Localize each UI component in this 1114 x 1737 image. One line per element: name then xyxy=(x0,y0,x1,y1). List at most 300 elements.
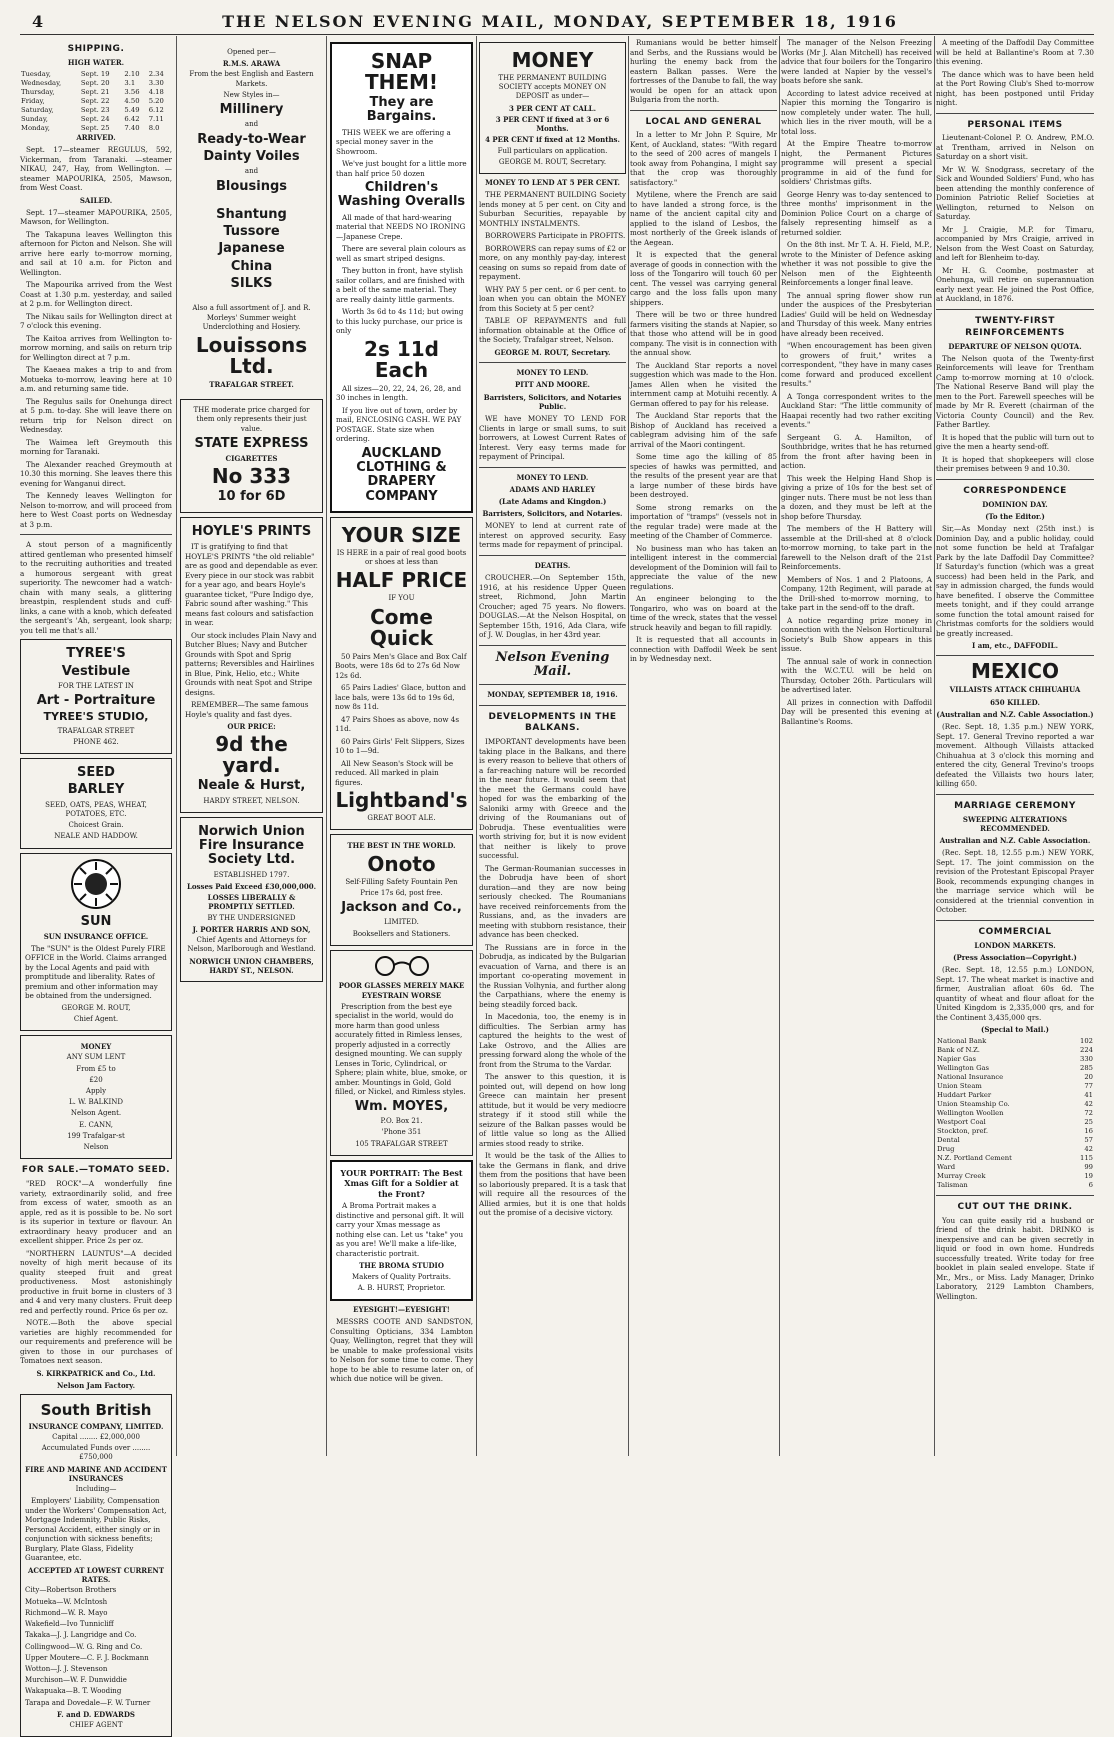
news-paragraph: This week the Helping Hand Shop is giving a prize of 10s for the best set of ginger nuts. There must be not less than a dozen, and they must be left at the shop before Thursday. xyxy=(781,473,932,521)
share-price: 16 xyxy=(1084,1126,1093,1135)
building-particulars: Full particulars on application. xyxy=(497,146,608,155)
share-row xyxy=(936,1046,1094,1055)
reinforcements-heading: TWENTY-FIRST REINFORCEMENTS xyxy=(965,315,1065,338)
share-name: Murray Creek xyxy=(937,1171,986,1180)
page-title: THE NELSON EVENING MAIL, MONDAY, SEPTEMBER 18, 1916 xyxy=(222,12,898,31)
column-4 xyxy=(479,38,626,1456)
local-paragraph: Mytilene, where the French are said to have landed a strong force, is the name of the ancient capital city and applied to the island of Lesbos, the most northerly of the Greek islands of the Aegean. xyxy=(630,190,777,247)
your-size-if: IF YOU xyxy=(388,594,415,603)
tide-date: Sept. 24 xyxy=(80,114,110,123)
tide-am: 4.50 xyxy=(124,97,140,106)
news-paragraph: The manager of the Nelson Freezing Works (Mr J. Alan Mitchell) has received advice that four boilers for the Tongariro were landed at Napier by the vessel's boats before she sank. xyxy=(781,38,932,85)
lend-repay: BORROWERS can repay sums of £2 or more, on any monthly pay-day, interest ceasing on sums so repaid from date of repayment. xyxy=(479,243,626,282)
south-british-agents xyxy=(25,1586,167,1708)
tide-day: Monday, xyxy=(21,123,50,132)
broma-ad xyxy=(330,1160,473,1301)
share-price: 57 xyxy=(1084,1135,1093,1144)
shipping-note: The Kaitoa arrives from Wellington to-morrow morning, and sails on return trip for Wellington direct at 7 p.m. xyxy=(20,333,172,362)
share-name: Wellington Gas xyxy=(937,1064,990,1073)
news-paragraph: Sergeant G. A. Hamilton, of Southbridge, writes that he has returned from the front after having been in action. xyxy=(781,432,932,470)
arawa-opened: Opened per— xyxy=(227,48,276,56)
local-paragraph: Some time ago the killing of 85 species of hawks was permitted, and the results of the present year are that a large number of these birds have been destroyed. xyxy=(630,452,777,500)
arawa-item: Japanese xyxy=(218,241,285,257)
column-2 xyxy=(180,38,323,1456)
article-paragraph: An engineer belonging to the Tongariro, who was on board at the time of the wreck, states that the vessel struck heavily and began to fill rapidly. xyxy=(630,594,777,632)
share-row xyxy=(936,1100,1094,1109)
reinforcements-paragraph: The Nelson quota of the Twenty-first Reinforcements will leave for Trentham Camp to-morrow morning at 10 o'clock. The National Reserve Band will play the men to the Port. Farewell speeches will be made by Mr R. Everett (chairman of the Victoria County Council) and the Rev. Father Bartley. xyxy=(936,353,1094,430)
article-paragraph: It is expected that the general average of goods in connection with the loss of the Tongariro will touch 60 per cent. The vessel was carrying general cargo and the loss falls upon many shippers. xyxy=(630,250,777,307)
snap-text: THIS WEEK we are offering a special money saver in the Showroom. xyxy=(336,127,451,156)
local-paragraph: The Auckland Star reports that the Bishop of Auckland has received a cablegram advising him of the safe arrival of the Maori contingent. xyxy=(630,411,777,449)
hoyles-address: HARDY STREET, NELSON. xyxy=(203,796,300,805)
norwich-ad xyxy=(180,817,323,982)
moyes-text: Prescription from the best eye specialist in the world, would do more harm than good unless accurately fitted in Rimless lenses, properly adjusted in a correctly designed mounting. We can supply Lenses in Toric, Cylindrical, or Sphere; plain white, blue, smoke, or amber. Mountings in Gold, Gold filled, or Nickel, and Rimless styles. xyxy=(335,1001,468,1097)
tide-date: Sept. 21 xyxy=(80,88,110,97)
news-paragraph: A notice regarding prize money in connection with the Nelson Horticultural Society's Bulb Show appears in this issue. xyxy=(781,615,932,653)
your-size-item: 65 Pairs Ladies' Glace, button and lace bals, were 13s 6d to 19s 6d, now 8s 11d. xyxy=(335,683,467,712)
arawa-item: Tussore xyxy=(223,224,280,240)
money-line: 199 Trafalgar-st xyxy=(67,1131,125,1140)
moyes-box: P.O. Box 21. xyxy=(380,1117,423,1126)
personal-paragraph: Mr W. W. Snodgrass, secretary of the Sick and Wounded Soldiers' Fund, who has been attending the monthly conference of Dominion Patriotic Relief Societies at Wellington, returned to Nelson on Saturday. xyxy=(936,164,1094,222)
tide-am: 2.10 xyxy=(124,70,140,79)
state-express-ad xyxy=(180,399,323,513)
arawa-item: China xyxy=(230,258,273,274)
share-price: 330 xyxy=(1080,1055,1093,1064)
lend-why: WHY PAY 5 per cent. or 6 per cent. to loan when you can obtain the MONEY from this Society at 5 per cent? xyxy=(479,284,626,313)
hoyles-remember: REMEMBER—The same famous Hoyle's quality and fast dyes. xyxy=(185,700,309,719)
your-size-offer: HALF PRICE xyxy=(335,568,468,593)
marriage-sub: SWEEPING ALTERATIONS RECOMMENDED. xyxy=(962,814,1068,833)
snap-text: If you live out of town, order by mail, ENCLOSING CASH. WE PAY POSTAGE. State size when ordering. xyxy=(336,405,462,444)
news-paragraph: The members of the H Battery will assemble at the Drill-shed at 8 o'clock to-morrow morning, to take part in the farewell to the Nelson draft of the 21st Reinforcements. xyxy=(781,524,932,571)
money-line: E. CANN, xyxy=(79,1120,113,1129)
share-name: Wellington Woollen xyxy=(937,1109,1004,1118)
agent-line: City—Robertson Brothers xyxy=(25,1586,117,1595)
special-to-mail: (Special to Mail.) xyxy=(981,1025,1049,1035)
arawa-firm: Louissons Ltd. xyxy=(195,333,308,379)
article-paragraph: Rumanians would be better himself and Serbs, and the Russians would be hurling the enemy back from the eastern Balkan passes. Were the fortresses of the Danube to fall, the way would be open for an attack upon Bulgaria from the north. xyxy=(630,38,777,104)
share-price: 72 xyxy=(1084,1109,1093,1118)
onoto-tag: THE BEST IN THE WORLD. xyxy=(347,841,456,851)
your-size-item: 47 Pairs Shoes as above, now 4s 11d. xyxy=(335,714,460,734)
building-title: MONEY xyxy=(511,48,594,72)
personal-paragraph: Mr H. G. Coombe, postmaster at Onehunga, will retire on superannuation early next year. He joined the Post Office, at Auckland, in 1876. xyxy=(936,265,1094,304)
tyree-subtitle: Vestibule xyxy=(61,663,131,679)
tide-am: 7.40 xyxy=(124,123,140,132)
tide-row xyxy=(20,115,172,124)
tide-row xyxy=(20,124,172,133)
money-line: £20 xyxy=(89,1075,103,1084)
share-name: Bank of N.Z. xyxy=(937,1046,980,1055)
share-name: Talisman xyxy=(937,1180,968,1189)
share-name: N.Z. Portland Cement xyxy=(937,1153,1012,1162)
mexico-sub: VILLAISTS ATTACK CHIHUAHUA xyxy=(949,685,1081,695)
shipping-heading: SHIPPING. xyxy=(67,44,125,54)
share-name: Union Steam xyxy=(937,1082,982,1091)
sailed-heading: SAILED. xyxy=(79,195,113,205)
shipping-note: The Waimea left Greymouth this morning for Taranaki. xyxy=(20,437,172,457)
your-size-ad xyxy=(330,517,473,830)
share-row xyxy=(936,1109,1094,1118)
deaths-heading: DEATHS. xyxy=(534,560,571,570)
seed-note: Choicest Grain. xyxy=(68,821,124,830)
onoto-role: Booksellers and Stationers. xyxy=(352,929,451,938)
column-divider xyxy=(628,36,629,1456)
arawa-item: Millinery xyxy=(219,102,284,118)
correspondence-text: Sir,—As Monday next (25th inst.) is Dominion Day, and a public holiday, could not some function be held at Trafalgar Park by the late Daffodil Day Committee? If Saturday's function (which was a great success) had been held in the Park, and say in admission charged, the funds would have benefited. I observe the Committee meets tonight, and if they could arrange some function the total amount raised for Christmas comforts for the soldiers would be greatly increased. xyxy=(936,524,1094,638)
onoto-firm2: LIMITED. xyxy=(384,918,419,927)
south-british-capital: Capital ........ £2,000,000 xyxy=(52,1433,140,1441)
norwich-established: ESTABLISHED 1797. xyxy=(213,870,290,879)
share-name: Stockton, pref. xyxy=(937,1126,988,1135)
your-size-firm: Lightband's xyxy=(335,788,468,813)
norwich-losses: Losses Paid Exceed £30,000,000. xyxy=(186,881,317,891)
divider xyxy=(479,645,626,646)
building-rate: 4 PER CENT if fixed at 12 Months. xyxy=(485,135,620,145)
lend-text: THE PERMANENT BUILDING Society lends money at 5 per cent. on City and Suburban Securities, repayable by MONTHLY INSTALMENTS. xyxy=(479,190,626,228)
page-number: 4 xyxy=(32,12,46,31)
adams-firm2: (Late Adams and Kingdon.) xyxy=(498,496,607,506)
news-paragraph: All prizes in connection with Daffodil Day will be presented this evening at Ballantine's Rooms. xyxy=(781,697,932,726)
seed-ad xyxy=(20,758,172,849)
money-ad xyxy=(20,1035,172,1159)
arawa-item: Shantung xyxy=(216,206,287,222)
daffodil-paragraph: The dance which was to have been held at the Port Rowing Club's Shed to-morrow night, has been postponed until Friday night. xyxy=(936,69,1094,107)
sun-ad xyxy=(20,853,172,1032)
news-paragraph: George Henry was to-day sentenced to three months' imprisonment in the Dominion Police Court on a charge of falsely representing himself as a returned soldier. xyxy=(781,189,932,237)
arawa-item: and xyxy=(244,167,259,176)
money-line: Apply xyxy=(85,1087,107,1096)
tyree-title: TYREE'S xyxy=(66,646,126,662)
state-express-number: No 333 xyxy=(211,464,292,489)
share-price: 25 xyxy=(1084,1118,1093,1127)
agent-line: Wakefield—Ivo Tunnicliff xyxy=(25,1620,114,1629)
snap-price: 2s 11d Each xyxy=(364,336,439,382)
eyesight-text: MESSRS COOTE AND SANDSTON, Consulting Opticians, 334 Lambton Quay, Wellington, regret that they will be unable to make professional visits to Nelson for some time to come. They hope to be able to resume later on, of which due notice will be given. xyxy=(330,1317,473,1384)
sun-text: The "SUN" is the Oldest Purely FIRE OFFICE in the World. Claims arranged by the Local Agents and paid with promptitude and liberality. Rates of premium and other information may be obtained from the undersigned. xyxy=(25,943,167,1001)
tide-am: 3.56 xyxy=(124,88,140,97)
divider xyxy=(479,684,626,685)
onoto-firm: Jackson and Co., xyxy=(341,900,462,916)
tide-row xyxy=(20,106,172,115)
commercial-assoc: (Press Association—Copyright.) xyxy=(953,952,1077,962)
divider xyxy=(936,920,1094,921)
spectacles-icon xyxy=(367,955,437,977)
building-society-ad xyxy=(479,42,626,174)
lend-borrowers: BORROWERS Participate in PROFITS. xyxy=(485,231,626,241)
tide-date: Sept. 23 xyxy=(80,105,110,114)
snap-text: Worth 3s 6d to 4s 11d; but owing to this lucky purchase, our price is only xyxy=(336,307,464,336)
your-size-note: All New Season's Stock will be reduced. All marked in plain figures. xyxy=(335,758,454,787)
editorial-paragraph: The Russians are in force in the Dobrudja, as indicated by the Bulgarian evacuation of Varna, and there is an important co-operating movement in the Russian Volhynia, and further along the Carpathians, where the enemy is being steadily forced back. xyxy=(479,942,626,1009)
tide-day: Tuesday, xyxy=(21,70,51,79)
arrived-heading: ARRIVED. xyxy=(76,132,116,142)
norwich-by: BY THE UNDERSIGNED xyxy=(207,913,296,922)
anecdote: A stout person of a magnificently attired gentleman who presented himself to the recruiting authorities and treated a humorous sergeant with great superiority. The newcomer had a watch-chain with many seals, a glittering breastpin, resplendent studs and cuff-links, a cane with a knob, which defeated the sergeant's 'Ah, sergeant, look sharp; you tell me that's all.' xyxy=(20,540,172,635)
south-british-text: Employers' Liability, Compensation under the Workers' Compensation Act, Mortgage Indemnity, Public Risks, Personal Accident, either singly or in conjunction with sickness benefits; Burglary, Plate Glass, Fidelity Guarantee, etc. xyxy=(25,1496,167,1563)
hoyles-our-price: OUR PRICE: xyxy=(227,722,276,732)
state-express-intro: THE moderate price charged for them only represents their just value. xyxy=(193,406,310,433)
divider xyxy=(936,1195,1094,1196)
snap-title: SNAP THEM! xyxy=(364,49,439,94)
tomato-paragraph: "RED ROCK"—A wonderfully fine variety, extraordinarily solid, and free from excess of water, smooth as an apple, red as it is possible to be. No sort is its superior in texture or flavour. An extraordinary heavy producer and an excellent shipper. Price 2s per oz. xyxy=(20,1179,172,1246)
money-line: From £5 to xyxy=(76,1064,116,1073)
editorial-paragraph: The answer to this question, it is pointed out, will depend on how long Greece can maintain her present attitude, but it would be very mediocre strategy if it stood still while the seizure of the Balkan passes would be of little value so long as the Allied armies stood ready to strike. xyxy=(479,1072,626,1148)
norwich-role: Chief Agents and Attorneys for Nelson, Marlborough and Westland. xyxy=(187,936,316,954)
divider xyxy=(936,479,1094,480)
tide-pm: 2.34 xyxy=(148,70,164,79)
arawa-item: Blousings xyxy=(215,178,288,194)
your-size-title: YOUR SIZE xyxy=(341,522,462,547)
snap-product: Children's Washing Overalls xyxy=(337,180,466,210)
marriage-heading: MARRIAGE CEREMONY xyxy=(954,800,1076,811)
news-paragraph: The annual spring flower show run under the auspices of the Presbyterian Ladies' Guild will be held on Wednesday and Thursday of this week. Many entries have already been received. xyxy=(781,290,932,338)
editorial-paragraph: It would be the task of the Allies to take the Germans in flank, and drive them from the positions that have been so laboriously prepared. It is a task that will require all the resources of the Allied armies, but it is one that holds out the promise of a decisive victory. xyxy=(479,1151,626,1218)
share-name: Napier Gas xyxy=(937,1055,976,1064)
column-6 xyxy=(781,38,932,1456)
tyree-phone: PHONE 462. xyxy=(73,737,119,746)
share-row xyxy=(936,1118,1094,1127)
tide-table xyxy=(20,70,172,133)
column-divider xyxy=(779,36,780,1456)
divider xyxy=(479,705,626,706)
share-name: Dental xyxy=(937,1135,960,1144)
your-size-come: Come Quick xyxy=(369,604,434,650)
marriage-assoc: Australian and N.Z. Cable Association. xyxy=(939,835,1091,845)
money-word: MONEY xyxy=(80,1042,112,1052)
share-row xyxy=(936,1145,1094,1154)
building-rate: 3 PER CENT if fixed at 3 or 6 Months. xyxy=(495,114,610,134)
share-row xyxy=(936,1082,1094,1091)
share-row xyxy=(936,1037,1094,1046)
tyree-address: TRAFALGAR STREET xyxy=(57,726,135,735)
moyes-heading: POOR GLASSES MERELY MAKE EYESTRAIN WORSE xyxy=(338,981,465,1000)
share-row xyxy=(936,1136,1094,1145)
tide-date: Sept. 20 xyxy=(80,79,110,88)
onoto-name: Onoto xyxy=(367,851,436,876)
norwich-chambers: NORWICH UNION CHAMBERS, HARDY ST., NELSON. xyxy=(189,956,314,975)
share-price: 77 xyxy=(1084,1082,1093,1091)
hoyles-title: HOYLE'S PRINTS xyxy=(191,523,312,539)
editorial-paragraph: IMPORTANT developments have been taking place in the Balkans, and there is every reason to believe that others of a far-reaching nature will be recorded in the near future. It would seem that the meet the Germans could have hoped for was the embarking of the Saloniki army with Greece and the driving of the Roumanians out of Dobrudja. These eventualities were worth striving for, but it is now evident that neither is likely to prove successful. xyxy=(479,737,626,861)
news-paragraph: "When encouragement has been given to growers of fruit," writes a correspondent, "they have in many cases come forward and produced excellent results." xyxy=(781,341,932,388)
editorial-masthead: Nelson Evening Mail. xyxy=(495,649,610,679)
share-name: Drug xyxy=(937,1144,955,1153)
arawa-item: Ready-to-Wear xyxy=(197,131,306,147)
tide-am: 3.1 xyxy=(124,79,136,88)
south-british-ad xyxy=(20,1394,172,1737)
snap-text: There are several plain colours as well as smart striped designs. xyxy=(336,244,466,263)
arawa-item: SILKS xyxy=(230,276,273,292)
reinforcements-paragraph: It is hoped that the public will turn out to give the men a hearty send-off. xyxy=(936,432,1094,452)
tyree-line: Art - Portraiture xyxy=(36,693,156,709)
share-row xyxy=(936,1055,1094,1064)
seed-title: SEED xyxy=(77,765,115,781)
tide-date: Sept. 19 xyxy=(80,70,110,79)
news-paragraph: At the Empire Theatre to-morrow night, the Permanent Pictures programme will present a special programme in aid of the fund for soldiers' Christmas gifts. xyxy=(781,139,932,186)
share-name: Huddart Parker xyxy=(937,1091,992,1100)
shipping-note: The Nikau sails for Wellington direct at 7 o'clock this evening. xyxy=(20,311,172,331)
tide-day: Wednesday, xyxy=(21,79,62,88)
money-line: L. W. BALKIND xyxy=(68,1098,124,1107)
divider xyxy=(936,309,1094,310)
your-size-firm2: GREAT BOOT ALE. xyxy=(367,814,436,823)
share-row xyxy=(936,1073,1094,1082)
broma-title: YOUR PORTRAIT: The Best Xmas Gift for a Soldier at the Front? xyxy=(340,1167,463,1199)
tide-pm: 8.0 xyxy=(148,123,160,132)
article-paragraph: Some strong remarks on the importation of "tramps" (vessels not in the regular trade) were made at the meeting of the Chamber of Commerce. xyxy=(630,502,777,541)
shipping-note: The Regulus sails for Onehunga direct at 5 p.m. to-day. She will leave there on return trip for Nelson direct on Wednesday. xyxy=(20,396,172,435)
lend-table: TABLE OF REPAYMENTS and full information obtainable at the Office of the Society, Trafalgar street, Nelson. xyxy=(479,316,626,345)
agent-line: Collingwood—W. G. Ring and Co. xyxy=(25,1642,143,1651)
onoto-price: Price 17s 6d, post free. xyxy=(360,888,443,897)
correspondence-sub: DOMINION DAY. xyxy=(982,499,1048,509)
share-row xyxy=(936,1064,1094,1073)
share-price: 99 xyxy=(1084,1162,1093,1171)
editorial-date: MONDAY, SEPTEMBER 18, 1916. xyxy=(487,690,618,700)
arawa-styles: New Styles in— xyxy=(223,90,280,99)
moyes-name: Wm. MOYES, xyxy=(354,1098,449,1114)
mexico-assoc: (Australian and N.Z. Cable Association.) xyxy=(936,709,1094,719)
personal-paragraph: Mr J. Craigie, M.P. for Timaru, accompanied by Mrs Craigie, arrived in Nelson from the West Coast on Saturday, and left for Blenheim to-day. xyxy=(936,224,1094,263)
share-price: 102 xyxy=(1080,1037,1093,1046)
deaths-text: CROUCHER.—On September 15th, 1916, at his residence Upper Queen street, Richmond, John Martin Croucher; aged 75 years. No flowers. DOUGLAS.—At the Nelson Hospital, on September 15th, 1916, Ada Clara, wife of J. W. Douglas, in her 43rd year. xyxy=(479,573,626,640)
your-size-text: IS HERE in a pair of real good boots or shoes at less than xyxy=(336,548,467,567)
broma-owner: A. B. HURST, Proprietor. xyxy=(357,1283,446,1292)
tide-pm: 3.30 xyxy=(148,79,164,88)
mexico-killed: 650 KILLED. xyxy=(990,697,1040,707)
column-divider xyxy=(326,36,327,1456)
agent-line: Tarapa and Dovedale—F. W. Turner xyxy=(25,1698,151,1707)
hoyles-text: IT is gratifying to find that HOYLE'S PRINTS "the old reliable" are as good and dependable as ever. Every piece in our stock was rabbit for a year ago, and bears Hoyle's guarantee ticket, "Pure Indigo dye, Fabric sound after washing." This means fast colours and satisfaction in wear. xyxy=(185,542,318,628)
divider xyxy=(630,110,777,111)
arawa-from: From the best English and Eastern Markets. xyxy=(189,70,314,88)
correspondence-heading: CORRESPONDENCE xyxy=(963,485,1067,496)
article-paragraph: No business man who has taken an intelligent interest in the commercial development of the Dominion will fail to appreciate the value of the new regulations. xyxy=(630,543,777,591)
south-british-title: South British xyxy=(40,1401,152,1420)
drink-text: You can quite easily rid a husband or friend of the drink habit. DRINKO is inexpensive and can be given secretly in liquid or food in own home. Hundreds successfully treated. Write today for free booklet in plain sealed envelope. State if Mr., Mrs., or Miss. Lady Manager, Drinko Laboratory, 2129 Lambton Chambers, Wellington. xyxy=(936,1215,1094,1301)
share-row xyxy=(936,1154,1094,1163)
tide-am: 5.49 xyxy=(124,105,140,114)
snap-text: We've just bought for a little more than half price 50 dozen xyxy=(336,159,467,178)
news-paragraph: A Tonga correspondent writes to the Auckland Star: "The little community of Haapai recently had two rather exciting events." xyxy=(781,391,932,429)
share-price: 285 xyxy=(1080,1064,1093,1073)
norwich-firm: J. PORTER HARRIS AND SON, xyxy=(192,924,311,934)
norwich-title: Norwich Union Fire Insurance Society Ltd. xyxy=(198,823,305,868)
your-size-item: 60 Pairs Girls' Felt Slippers, Sizes 10 to 1—9d. xyxy=(335,736,465,756)
south-british-funds: Accumulated Funds over ........ £750,000 xyxy=(41,1444,151,1462)
shipping-note: The Kennedy leaves Wellington for Nelson to-morrow, and will proceed from here to West Coast ports on Wednesday at 3 p.m. xyxy=(20,491,172,529)
divider xyxy=(936,113,1094,114)
agent-line: Wotton—J. J. Stevenson xyxy=(25,1665,108,1674)
share-price: 41 xyxy=(1084,1091,1093,1100)
tide-day: Sunday, xyxy=(21,114,48,123)
seed-product: BARLEY xyxy=(67,782,125,798)
norwich-settled: LOSSES LIBERALLY & PROMPTLY SETTLED. xyxy=(207,893,296,912)
sailed-text: Sept. 17—steamer MAPOURIKA, 2505, Mawson, for Wellington. xyxy=(20,207,172,227)
news-paragraph: Members of Nos. 1 and 2 Platoons, A Company, 12th Regiment, will parade at the Drill-shed to-morrow morning, to take part in the send-off to the draft. xyxy=(781,574,932,612)
column-divider xyxy=(176,36,177,1456)
state-express-brand: STATE EXPRESS xyxy=(194,435,309,451)
south-british-chief: F. and D. EDWARDS xyxy=(57,1709,135,1719)
south-british-kind: FIRE AND MARINE AND ACCIDENT INSURANCES xyxy=(25,1464,167,1483)
moyes-ad xyxy=(330,950,473,1156)
lend-heading: MONEY TO LEND AT 5 PER CENT. xyxy=(485,178,620,188)
share-price: 6 xyxy=(1088,1180,1093,1189)
news-paragraph: On the 8th inst. Mr T. A. H. Field, M.P., wrote to the Minister of Defence asking whether it was not possible to give the Nelson men of the Eighteenth Reinforcements a longer final leave. xyxy=(781,240,932,287)
divider xyxy=(479,467,626,468)
share-name: Ward xyxy=(937,1162,956,1171)
agent-line: Murchison—W. F. Dunwiddie xyxy=(25,1676,127,1685)
arawa-morleys: Also a full assortment of J. and R. Morleys' Summer weight Underclothing and Hosiery. xyxy=(192,304,311,331)
divider xyxy=(936,655,1094,656)
correspondence-sign: I am, etc., DAFFODIL. xyxy=(971,641,1059,651)
money-line: Nelson xyxy=(83,1143,109,1152)
agent-line: Wakapuaka—B. T. Wooding xyxy=(25,1687,122,1696)
tide-pm: 5.20 xyxy=(148,97,164,106)
share-name: Union Steamship Co. xyxy=(937,1100,1010,1109)
building-secretary: GEORGE M. ROUT, Secretary. xyxy=(498,157,607,166)
share-row xyxy=(936,1181,1094,1190)
sun-emblem-label: SUN xyxy=(80,914,112,930)
snap-firm: AUCKLAND CLOTHING & DRAPERY COMPANY xyxy=(356,445,447,504)
tide-day: Friday, xyxy=(21,97,45,106)
share-name: National Bank xyxy=(937,1037,987,1046)
shipping-note: The Alexander reached Greymouth at 10.30 this morning. She leaves there this evening for Wanganui direct. xyxy=(20,459,172,488)
eyesight-heading: EYESIGHT!—EYESIGHT! xyxy=(353,1305,450,1315)
state-express-product: CIGARETTES xyxy=(225,454,278,464)
tomato-firm2: Nelson Jam Factory. xyxy=(56,1381,135,1391)
tyree-tag: FOR THE LATEST IN xyxy=(58,681,134,690)
pitt-firm: PITT AND MOORE. xyxy=(514,380,590,390)
editorial-paragraph: The German-Roumanian successes in the Dobrudja have been of short duration—and they are now being seriously checked. The Roumanians have received reinforcements from the Russians, and, as the invaders are meeting with stubborn resistance, their advance has been checked. xyxy=(479,863,626,940)
commercial-sub: LONDON MARKETS. xyxy=(974,940,1056,950)
share-row xyxy=(936,1127,1094,1136)
sun-agent: GEORGE M. ROUT, xyxy=(61,1003,131,1012)
state-express-price: 10 for 6D xyxy=(217,489,286,505)
south-british-chief-role: CHIEF AGENT xyxy=(69,1721,123,1730)
arrived-text: Sept. 17—steamer REGULUS, 592, Vickerman, from Taranaki. —steamer NIKAU, 247, Hay, from Wellington. —steamer MAPOURIKA, 2505, Mawson, from West Coast. xyxy=(20,145,172,193)
high-water-heading: HIGH WATER. xyxy=(67,57,125,67)
news-paragraph: According to latest advice received at Napier this morning the Tongariro is now completely under water. The hull, which lies in the river mouth, will be a total loss. xyxy=(781,88,932,136)
broma-makers: Makers of Quality Portraits. xyxy=(352,1272,451,1281)
article-paragraph: The Auckland Star reports a novel suggestion which was made to the Hon. James Allen when he visited the internment camp at Motuihi recently. A German offered to pay for his release. xyxy=(630,360,777,408)
share-price: 224 xyxy=(1080,1046,1093,1055)
adams-heading: MONEY TO LEND. xyxy=(516,472,589,482)
column-5 xyxy=(630,38,777,1456)
share-row xyxy=(936,1091,1094,1100)
sun-role: Chief Agent. xyxy=(73,1014,119,1023)
tide-row xyxy=(20,97,172,106)
arawa-ship: R.M.S. ARAWA xyxy=(222,59,281,69)
commercial-text: (Rec. Sept. 18, 12.55 p.m.) LONDON, Sept. 17. The wheat market is inactive and firmer, Australian afloat 60s 6d. The quantity of wheat and flour afloat for the United Kingdom is 2,335,000 qrs, and for the Continent 3,435,000 qrs. xyxy=(936,965,1094,1022)
building-rate: 3 PER CENT AT CALL. xyxy=(508,103,597,113)
tide-row xyxy=(20,88,172,97)
commercial-heading: COMMERCIAL xyxy=(978,926,1052,937)
column-7 xyxy=(936,38,1094,1456)
divider xyxy=(936,794,1094,795)
tide-day: Saturday, xyxy=(21,105,54,114)
news-paragraph: The annual sale of work in connection with the W.C.T.U. will be held on Thursday, October 26th. Particulars will be advertised later. xyxy=(781,656,932,694)
reinforcements-paragraph: It is hoped that shopkeepers will close their premises between 9 and 10.30. xyxy=(936,454,1094,474)
tomato-heading: FOR SALE.—TOMATO SEED. xyxy=(21,1165,171,1176)
adams-text: MONEY to lend at current rate of interest on approved security. Easy terms made for repayment of principal. xyxy=(479,521,626,550)
local-general-heading: LOCAL AND GENERAL xyxy=(645,116,762,127)
moyes-phone: 'Phone 351 xyxy=(381,1128,422,1137)
seed-firm: NEALE AND HADDOW. xyxy=(54,832,138,841)
share-price: 42 xyxy=(1084,1100,1093,1109)
